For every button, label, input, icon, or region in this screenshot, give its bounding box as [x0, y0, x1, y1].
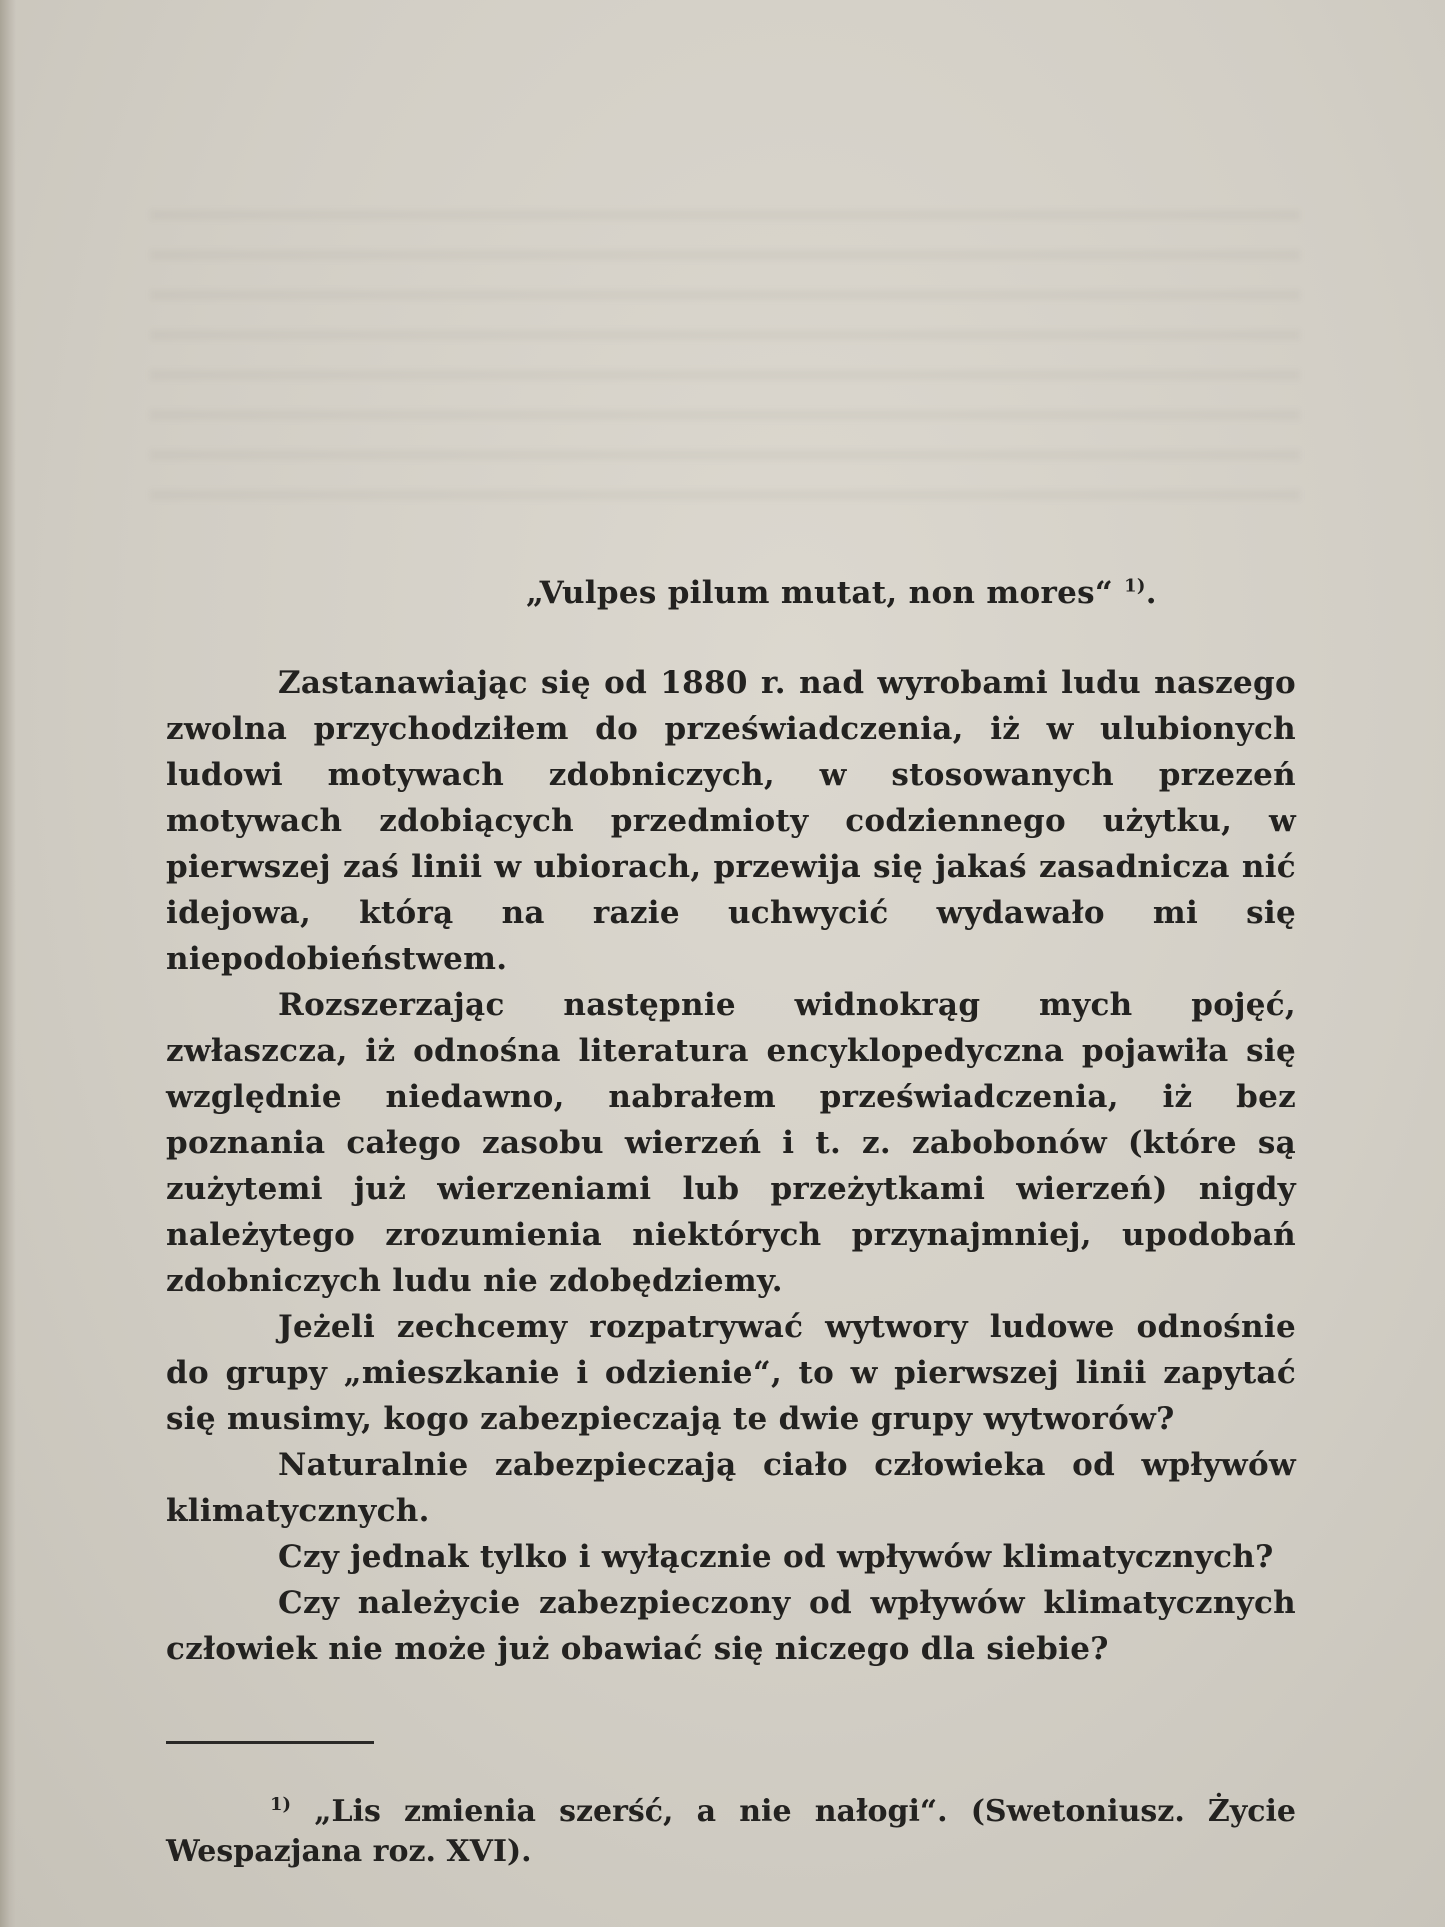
paragraph-1: Zastanawiając się od 1880 r. nad wyrobami ludu naszego zwolna przychodziłem do przeświadczenia, iż w ulubionych ludowi motywach zdobniczych, w stosowanych przezeń motywach zdobiących przedmioty codziennego użytku, w pierwszej zaś linii w ubiorach, przewija się jakaś zasadnicza nić idejowa, którą na razie uchwycić wydawało mi się niepodobieństwem. — [166, 665, 1296, 977]
body-text — [166, 570, 1296, 1672]
epigraph-end: . — [1145, 575, 1157, 611]
epigraph-text: „Vulpes pilum mutat, non mores“ — [526, 575, 1113, 611]
footnote — [166, 1792, 1296, 1872]
paragraph-5: Czy jednak tylko i wyłącznie od wpływów klimatycznych? — [278, 1539, 1274, 1575]
paragraph-4: Naturalnie zabezpieczają ciało człowieka od wpływów klimatycznych. — [166, 1447, 1296, 1529]
footnote-text: „Lis zmienia szerść, a nie nałogi“. (Swetoniusz. Życie Wespazjana roz. XVI). — [166, 1794, 1297, 1869]
paragraph-6: Czy należycie zabezpieczony od wpływów klimatycznych człowiek nie może już obawiać się niczego dla siebie? — [166, 1585, 1296, 1667]
epigraph — [526, 570, 1296, 616]
epigraph-footnote-ref: 1) — [1124, 575, 1146, 597]
paragraph-2: Rozszerzając następnie widnokrąg mych pojęć, zwłaszcza, iż odnośna literatura encyklopedyczna pojawiła się względnie niedawno, nabrałem przeświadczenia, iż bez poznania całego zasobu wierzeń i t. z. zabobonów (które są zużytemi już wierzeniami lub przeżytkami wierzeń) nigdy należytego zrozumienia niektórych przynajmniej, upodobań zdobniczych ludu nie zdobędziemy. — [166, 987, 1296, 1299]
footnote-divider — [166, 1741, 374, 1744]
page-gutter-shadow — [0, 0, 16, 1927]
show-through-text — [150, 180, 1300, 520]
footnote-mark: 1) — [270, 1794, 292, 1815]
paragraph-3: Jeżeli zechcemy rozpatrywać wytwory ludowe odnośnie do grupy „mieszkanie i odzienie“, to w pierwszej linii zapytać się musimy, kogo zabezpieczają te dwie grupy wytworów? — [166, 1309, 1296, 1437]
